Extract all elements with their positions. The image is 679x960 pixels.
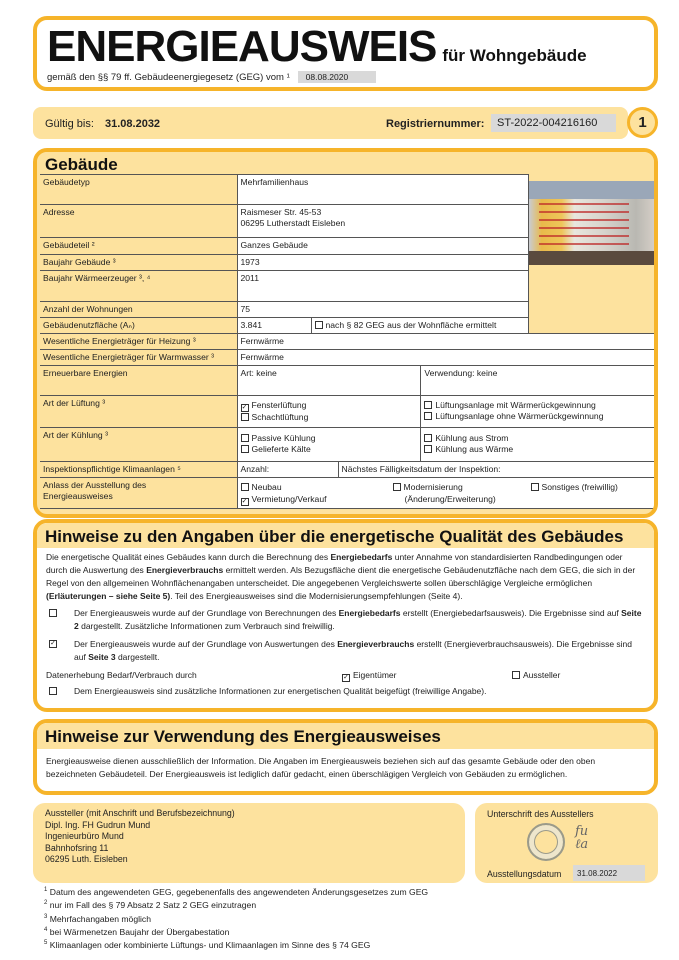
checkbox[interactable] <box>241 434 249 442</box>
building-photo <box>529 181 656 265</box>
footnote: $^1$ Datum des angewendeten GEG, gegebenenfalls des angewendeten Änderungsgesetzes zum GEG <box>44 886 429 897</box>
page-number: 1 <box>627 107 658 138</box>
label: Adresse <box>40 205 237 238</box>
aussteller-label: Aussteller (mit Anschrift und Berufsbezeichnung) <box>45 808 235 818</box>
building-table-lower <box>40 333 655 509</box>
checkbox[interactable] <box>49 687 57 695</box>
checkbox-checked[interactable]: ✓ <box>241 404 248 411</box>
datenerhebung-row: Datenerhebung Bedarf/Verbrauch durch ✓ Eigentümer Aussteller <box>46 670 561 681</box>
checkbox[interactable] <box>531 483 539 491</box>
checkbox[interactable] <box>424 445 432 453</box>
aussteller-box <box>33 803 465 883</box>
checkbox[interactable] <box>424 412 432 420</box>
value[interactable]: Ganzes Gebäude <box>237 238 528 255</box>
signature-box <box>475 803 658 883</box>
value[interactable]: Raismeser Str. 45-53 06295 Lutherstadt Eisleben <box>237 205 528 238</box>
label: Erneuerbare Energien <box>40 366 237 396</box>
value[interactable]: 2011 <box>237 271 528 302</box>
hinweise-section <box>33 519 658 712</box>
klima-anzahl[interactable]: Anzahl: <box>237 462 338 478</box>
value[interactable]: Mehrfamilienhaus <box>237 175 528 205</box>
value[interactable]: Fernwärme <box>237 350 655 366</box>
footnote: $^4$ bei Wärmenetzen Baujahr der Übergabestation <box>44 926 230 937</box>
checkbox-checked[interactable]: ✓ <box>241 498 248 505</box>
official-seal <box>527 823 565 861</box>
aussteller-line: Ingenieurbüro Mund <box>45 831 124 842</box>
checkbox[interactable] <box>49 609 57 617</box>
value[interactable]: 3.841 <box>237 318 311 335</box>
options[interactable]: Passive Kühlung Gelieferte Kälte <box>237 428 421 462</box>
reg-label: Registriernummer: <box>386 118 485 130</box>
checkbox-checked[interactable]: ✓ <box>50 640 56 647</box>
zusatz-option[interactable]: Dem Energieausweis sind zusätzliche Informationen zur energetischen Qualität beigefügt (freiwillige Angabe). <box>37 685 654 698</box>
footnote: $^3$ Mehrfachangaben möglich <box>44 913 152 924</box>
checkbox[interactable] <box>393 483 401 491</box>
value[interactable]: Verwendung: keine <box>421 366 655 396</box>
options[interactable]: ✓ Fensterlüftung Schachtlüftung <box>237 396 421 428</box>
verbrauch-option[interactable]: ✓ Der Energieausweis wurde auf der Grundlage von Auswertungen des Energieverbrauchs erstellt (Energieverbrauchsausweis). Die Ergebnisse sind auf Seite 3 dargestellt. <box>50 639 632 662</box>
label: Gebäudeteil ² <box>40 238 237 255</box>
geg-date-field[interactable]: 08.08.2020 <box>298 71 376 83</box>
label: Gebäudetyp <box>40 175 237 205</box>
valid-until: 31.08.2032 <box>105 118 161 130</box>
section-heading: Hinweise zur Verwendung des Energieausweises <box>37 723 654 749</box>
date-label: Ausstellungsdatum <box>487 869 562 879</box>
aussteller-line: 06295 Luth. Eisleben <box>45 854 128 865</box>
label: Inspektionspflichtige Klimaanlagen ⁵ <box>40 462 237 478</box>
label: Wesentliche Energieträger für Warmwasser ³ <box>40 350 237 366</box>
klima-datum[interactable]: Nächstes Fälligkeitsdatum der Inspektion: <box>338 462 655 478</box>
checkbox[interactable] <box>241 483 249 491</box>
checkbox[interactable] <box>424 434 432 442</box>
label: Anzahl der Wohnungen <box>40 302 237 318</box>
valid-label: Gültig bis: <box>45 118 94 130</box>
bedarf-option[interactable]: Der Energieausweis wurde auf der Grundlage von Berechnungen des Energiebedarfs erstellt (Energiebedarfsausweis). Die Ergebnisse sind auf Seite 2 dargestellt. Zusätzliche Informationen zum Verbrauch sind freiwillig. <box>37 607 654 633</box>
section-heading: Gebäude <box>37 152 654 174</box>
verwendung-section <box>33 719 658 795</box>
wohnflaeche-checkbox[interactable]: nach § 82 GEG aus der Wohnfläche ermittelt <box>311 318 528 335</box>
label: Gebäudenutzfläche (Aₙ) <box>40 318 237 335</box>
handwritten-signature: fu ℓa <box>575 824 589 852</box>
header-box <box>33 16 658 91</box>
section-heading: Hinweise zu den Angaben über die energetische Qualität des Gebäudes <box>37 523 654 548</box>
label: Art der Lüftung ³ <box>40 396 237 428</box>
document-title: ENERGIEAUSWEIS für Wohngebäude <box>47 22 587 71</box>
validity-bar <box>33 107 628 139</box>
footnote: $^2$ nur im Fall des § 79 Absatz 2 Satz 2 GEG einzutragen <box>44 900 257 911</box>
value[interactable]: 75 <box>237 302 528 318</box>
label: Baujahr Wärmeerzeuger ³, ⁴ <box>40 271 237 302</box>
checkbox[interactable] <box>424 401 432 409</box>
label: Art der Kühlung ³ <box>40 428 237 462</box>
options[interactable]: Lüftungsanlage mit Wärmerückgewinnung Lüftungsanlage ohne Wärmerückgewinnung <box>421 396 655 428</box>
value[interactable]: 1973 <box>237 255 528 271</box>
aussteller-line: Dipl. Ing. FH Gudrun Mund <box>45 819 151 830</box>
value[interactable]: Art: keine <box>237 366 421 396</box>
checkbox[interactable] <box>241 445 249 453</box>
signature-label: Unterschrift des Ausstellers <box>487 809 594 819</box>
aussteller-line: Bahnhofsring 11 <box>45 842 109 853</box>
options[interactable]: Kühlung aus Strom Kühlung aus Wärme <box>421 428 655 462</box>
checkbox[interactable] <box>512 671 520 679</box>
issue-date[interactable]: 31.08.2022 <box>573 865 645 881</box>
reg-number[interactable]: ST-2022-004216160 <box>491 114 616 132</box>
building-section <box>33 148 658 518</box>
checkbox-checked[interactable]: ✓ <box>343 674 349 681</box>
label: Anlass der Ausstellung des Energieausweises <box>40 478 237 509</box>
anlass-options[interactable]: Neubau ✓ Vermietung/Verkauf Modernisierung (Änderung/Erweiterung) Sonstiges (freiwillig) <box>237 478 655 509</box>
value[interactable]: Fernwärme <box>237 334 655 350</box>
checkbox[interactable] <box>241 413 249 421</box>
verwendung-text: Energieausweise dienen ausschließlich der Information. Die Angaben im Energieausweis beziehen sich auf das gesamte Gebäude oder den oben bezeichneten Gebäudeteil. Der Energieausweis ist lediglich dafür gedacht, einen überschlägigen Vergleich von Gebäuden zu ermöglichen. <box>46 756 596 779</box>
footnotes <box>44 885 428 952</box>
footnote: $^5$ Klimaanlagen oder kombinierte Lüftungs- und Klimaanlagen im Sinne des § 74 GEG <box>44 940 371 951</box>
label: Baujahr Gebäude ³ <box>40 255 237 271</box>
label: Wesentliche Energieträger für Heizung ³ <box>40 334 237 350</box>
checkbox[interactable] <box>315 321 323 329</box>
building-table <box>40 174 655 335</box>
subtitle: gemäß den §§ 79 ff. Gebäudeenergiegesetz (GEG) vom ¹ 08.08.2020 <box>47 71 376 83</box>
hinweise-text: Die energetische Qualität eines Gebäudes kann durch die Berechnung des Energiebedarfs unter Annahme von standardisierten Randbedingungen oder durch die Auswertung des Energieverbrauchs ermittelt werden. Als Bezugsfläche dient die energetische Gebäudenutzfläche nach dem GEG, die sich in der Regel von den allgemeinen Wohnflächenangaben unterscheidet. Die angegebenen Vergleichswerte sollen überschlägige Vergleiche ermöglichen (Erläuterungen – siehe Seite 5). Teil des Energieausweises sind die Modernisierungsempfehlungen (Seite 4). <box>46 552 636 601</box>
